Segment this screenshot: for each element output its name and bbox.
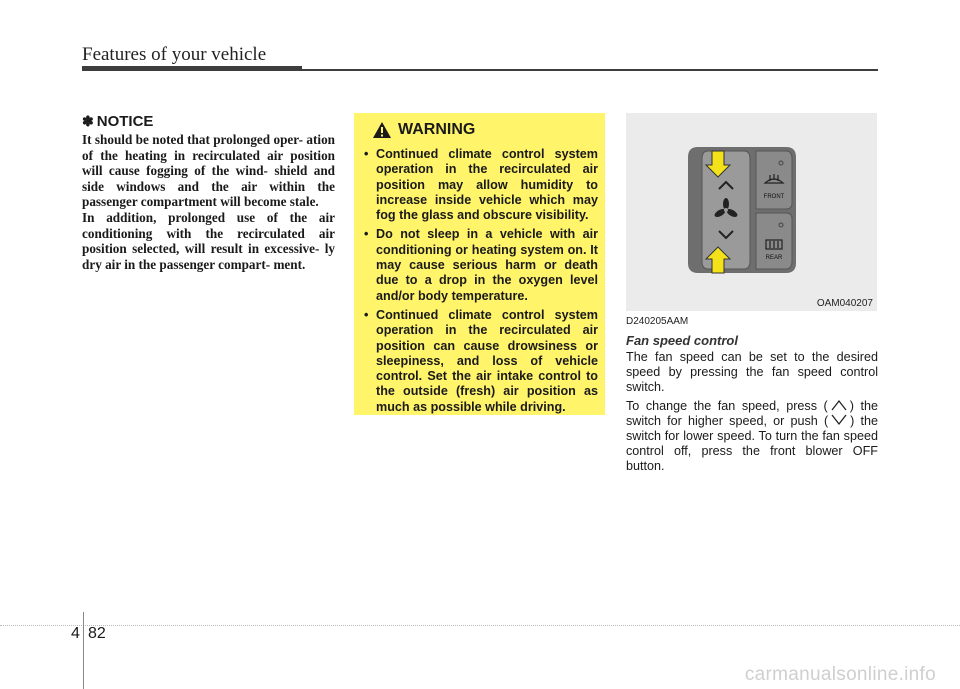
warning-list xyxy=(362,147,598,415)
warning-item xyxy=(362,227,598,303)
paragraph-text: ) the switch for higher speed, or push ( xyxy=(626,399,879,428)
notice-title xyxy=(82,113,335,130)
notice-paragraph: In addition, prolonged use of the air conditioning with the recirculated air position selected, will result in excessive- ly dry air in the passenger compart- ment. xyxy=(82,209,335,272)
warning-item-text: Do not sleep in a vehicle with air conditioning or heating system on. It may cause serious harm or death due to a drop in the oxygen level and/or body temperature. xyxy=(376,227,598,303)
page-number: 82 xyxy=(88,625,106,642)
bullet-icon: • xyxy=(364,307,369,322)
bullet-icon: • xyxy=(364,147,369,161)
warning-title: WARNING xyxy=(398,121,476,138)
notice-paragraph: It should be noted that prolonged oper- ation of the heating in recirculated air position will cause fogging of the wind- shield and side windows and the air within the passenger compartment will become stale. xyxy=(82,132,335,210)
section-paragraph xyxy=(626,399,878,474)
warning-item-text: Continued climate control system operation in the recirculated air position can cause drowsiness or sleepiness, and loss of vehicle control. Set the air intake control to the outside (fresh) air position as much as possible while driving. xyxy=(376,307,598,414)
fan-control-figure xyxy=(626,113,877,311)
warning-header xyxy=(372,121,598,139)
watermark: carmanualsonline.info xyxy=(744,664,936,685)
section-paragraph: The fan speed can be set to the desired speed by pressing the fan speed control switch. xyxy=(626,350,878,394)
bullet-icon: • xyxy=(364,227,369,242)
notice-star-icon: ✽ xyxy=(82,113,94,129)
notice-title-text: NOTICE xyxy=(96,113,154,130)
figure-caption: OAM040207 xyxy=(816,298,873,309)
header-rule-thick xyxy=(82,66,302,71)
paragraph-text: To change the fan speed, press ( xyxy=(626,399,828,413)
footer-dotted-rule xyxy=(0,625,960,626)
footer-divider xyxy=(83,612,84,689)
control-panel-illustration xyxy=(626,113,877,311)
front-defrost-label: FRONT xyxy=(763,194,785,200)
section-number: 4 xyxy=(71,625,80,642)
page-header-title: Features of your vehicle xyxy=(82,44,267,65)
warning-item xyxy=(362,308,598,415)
warning-item xyxy=(362,147,598,223)
header-rule-thin xyxy=(302,69,878,71)
warning-triangle-icon xyxy=(372,121,392,139)
fan-speed-section xyxy=(626,316,878,478)
paragraph-text: ) the switch for lower speed. To turn the fan speed control off, press the front blower OFF button. xyxy=(626,414,878,473)
chevron-down-icon xyxy=(828,414,850,426)
warning-item-text: Continued climate control system operation in the recirculated air position may allow humidity to increase inside vehicle which may fog the glass and obscure visibility. xyxy=(376,147,598,223)
notice-body xyxy=(82,132,335,272)
warning-box xyxy=(354,113,605,415)
section-heading: Fan speed control xyxy=(626,333,738,348)
chevron-up-icon xyxy=(828,399,850,411)
section-code: D240205AAM xyxy=(626,316,689,327)
rear-defrost-label: REAR xyxy=(765,255,783,261)
notice-block xyxy=(82,113,335,272)
